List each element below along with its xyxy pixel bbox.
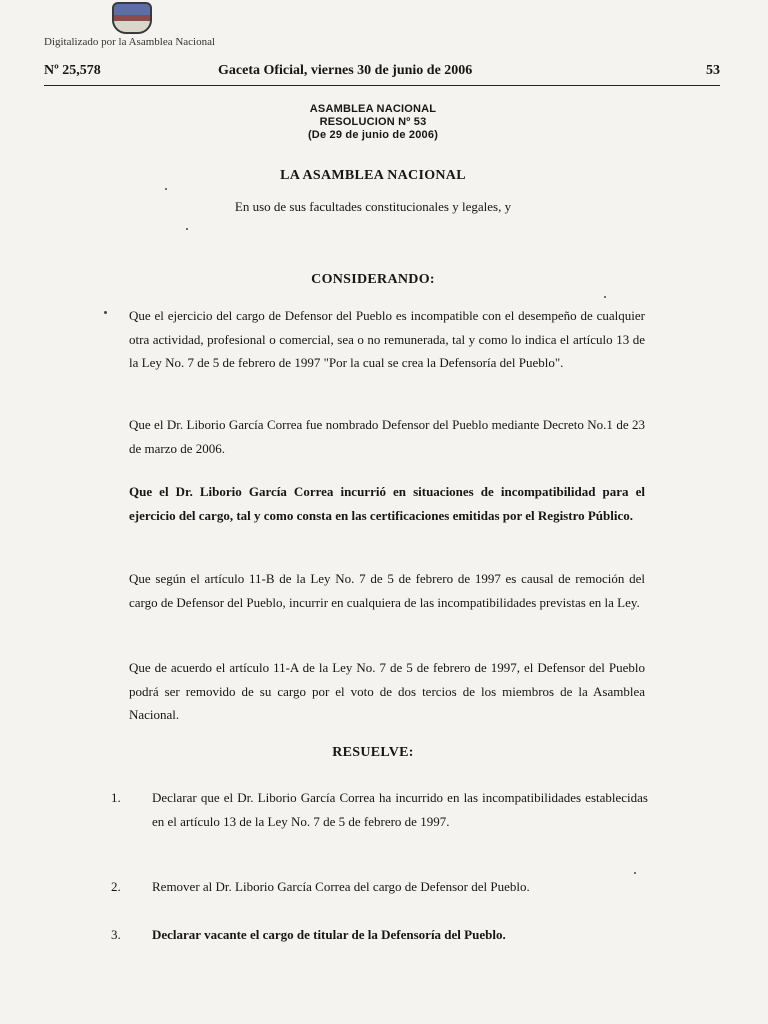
resuelve-item-2: Remover al Dr. Liborio García Correa del cargo de Defensor del Pueblo. — [152, 879, 530, 894]
resuelve-item-1: Declarar que el Dr. Liborio García Correa ha incurrido en las incompatibilidades establecidas en el artículo 13 de la Ley No. 7 de 5 de febrero de 1997. — [152, 790, 648, 829]
gazette-number: Nº 25,578 — [44, 63, 101, 78]
considerando-paragraph-2: Que el Dr. Liborio García Correa fue nombrado Defensor del Pueblo mediante Decreto No.1 de 23 de marzo de 2006. — [129, 417, 645, 456]
resuelve-item-3: Declarar vacante el cargo de titular de la Defensoría del Pueblo. — [152, 927, 506, 942]
resolution-number: RESOLUCION Nº 53 — [319, 116, 427, 128]
resolution-date: (De 29 de junio de 2006) — [307, 129, 439, 141]
national-seal-icon — [112, 2, 152, 34]
digitized-note: Digitalizado por la Asamblea Nacional — [44, 36, 216, 48]
resuelve-item-number-1: 1. — [111, 790, 121, 805]
resuelve-heading: RESUELVE: — [332, 745, 414, 760]
scan-speck — [604, 296, 606, 298]
scan-speck — [104, 311, 107, 314]
considerando-heading: CONSIDERANDO: — [311, 272, 435, 287]
resuelve-item-number-3: 3. — [111, 927, 121, 942]
authority-heading: LA ASAMBLEA NACIONAL — [280, 168, 466, 183]
scan-speck — [165, 188, 167, 190]
considerando-paragraph-3: Que el Dr. Liborio García Correa incurrió en situaciones de incompatibilidad para el ejercicio del cargo, tal y como consta en las certificaciones emitidas por el Registro Público. — [129, 484, 645, 523]
gazette-header — [44, 63, 720, 86]
scan-speck — [634, 872, 636, 874]
considerando-paragraph-1: Que el ejercicio del cargo de Defensor del Pueblo es incompatible con el desempeño de cualquier otra actividad, profesional o comercial, sea o no remunerada, tal y como lo indica el artículo 13 de la Ley No. 7 de 5 de febrero de 1997 "Por la cual se crea la Defensoría del Pueblo". — [129, 308, 645, 370]
page-number: 53 — [706, 63, 720, 78]
scan-speck — [186, 228, 188, 230]
gazette-title: Gaceta Oficial, viernes 30 de junio de 2006 — [218, 63, 473, 78]
resolution-body: ASAMBLEA NACIONAL — [309, 103, 437, 115]
powers-statement: En uso de sus facultades constitucionales y legales, y — [234, 199, 512, 214]
considerando-paragraph-5: Que de acuerdo el artículo 11-A de la Ley No. 7 de 5 de febrero de 1997, el Defensor del Pueblo podrá ser removido de su cargo por el voto de dos tercios de los miembros de la Asamblea Nacional. — [129, 660, 645, 722]
considerando-paragraph-4: Que según el artículo 11-B de la Ley No. 7 de 5 de febrero de 1997 es causal de remoción del cargo de Defensor del Pueblo, incurrir en cualquiera de las incompatibilidades previstas en la Ley. — [129, 571, 645, 610]
resuelve-item-number-2: 2. — [111, 879, 121, 894]
